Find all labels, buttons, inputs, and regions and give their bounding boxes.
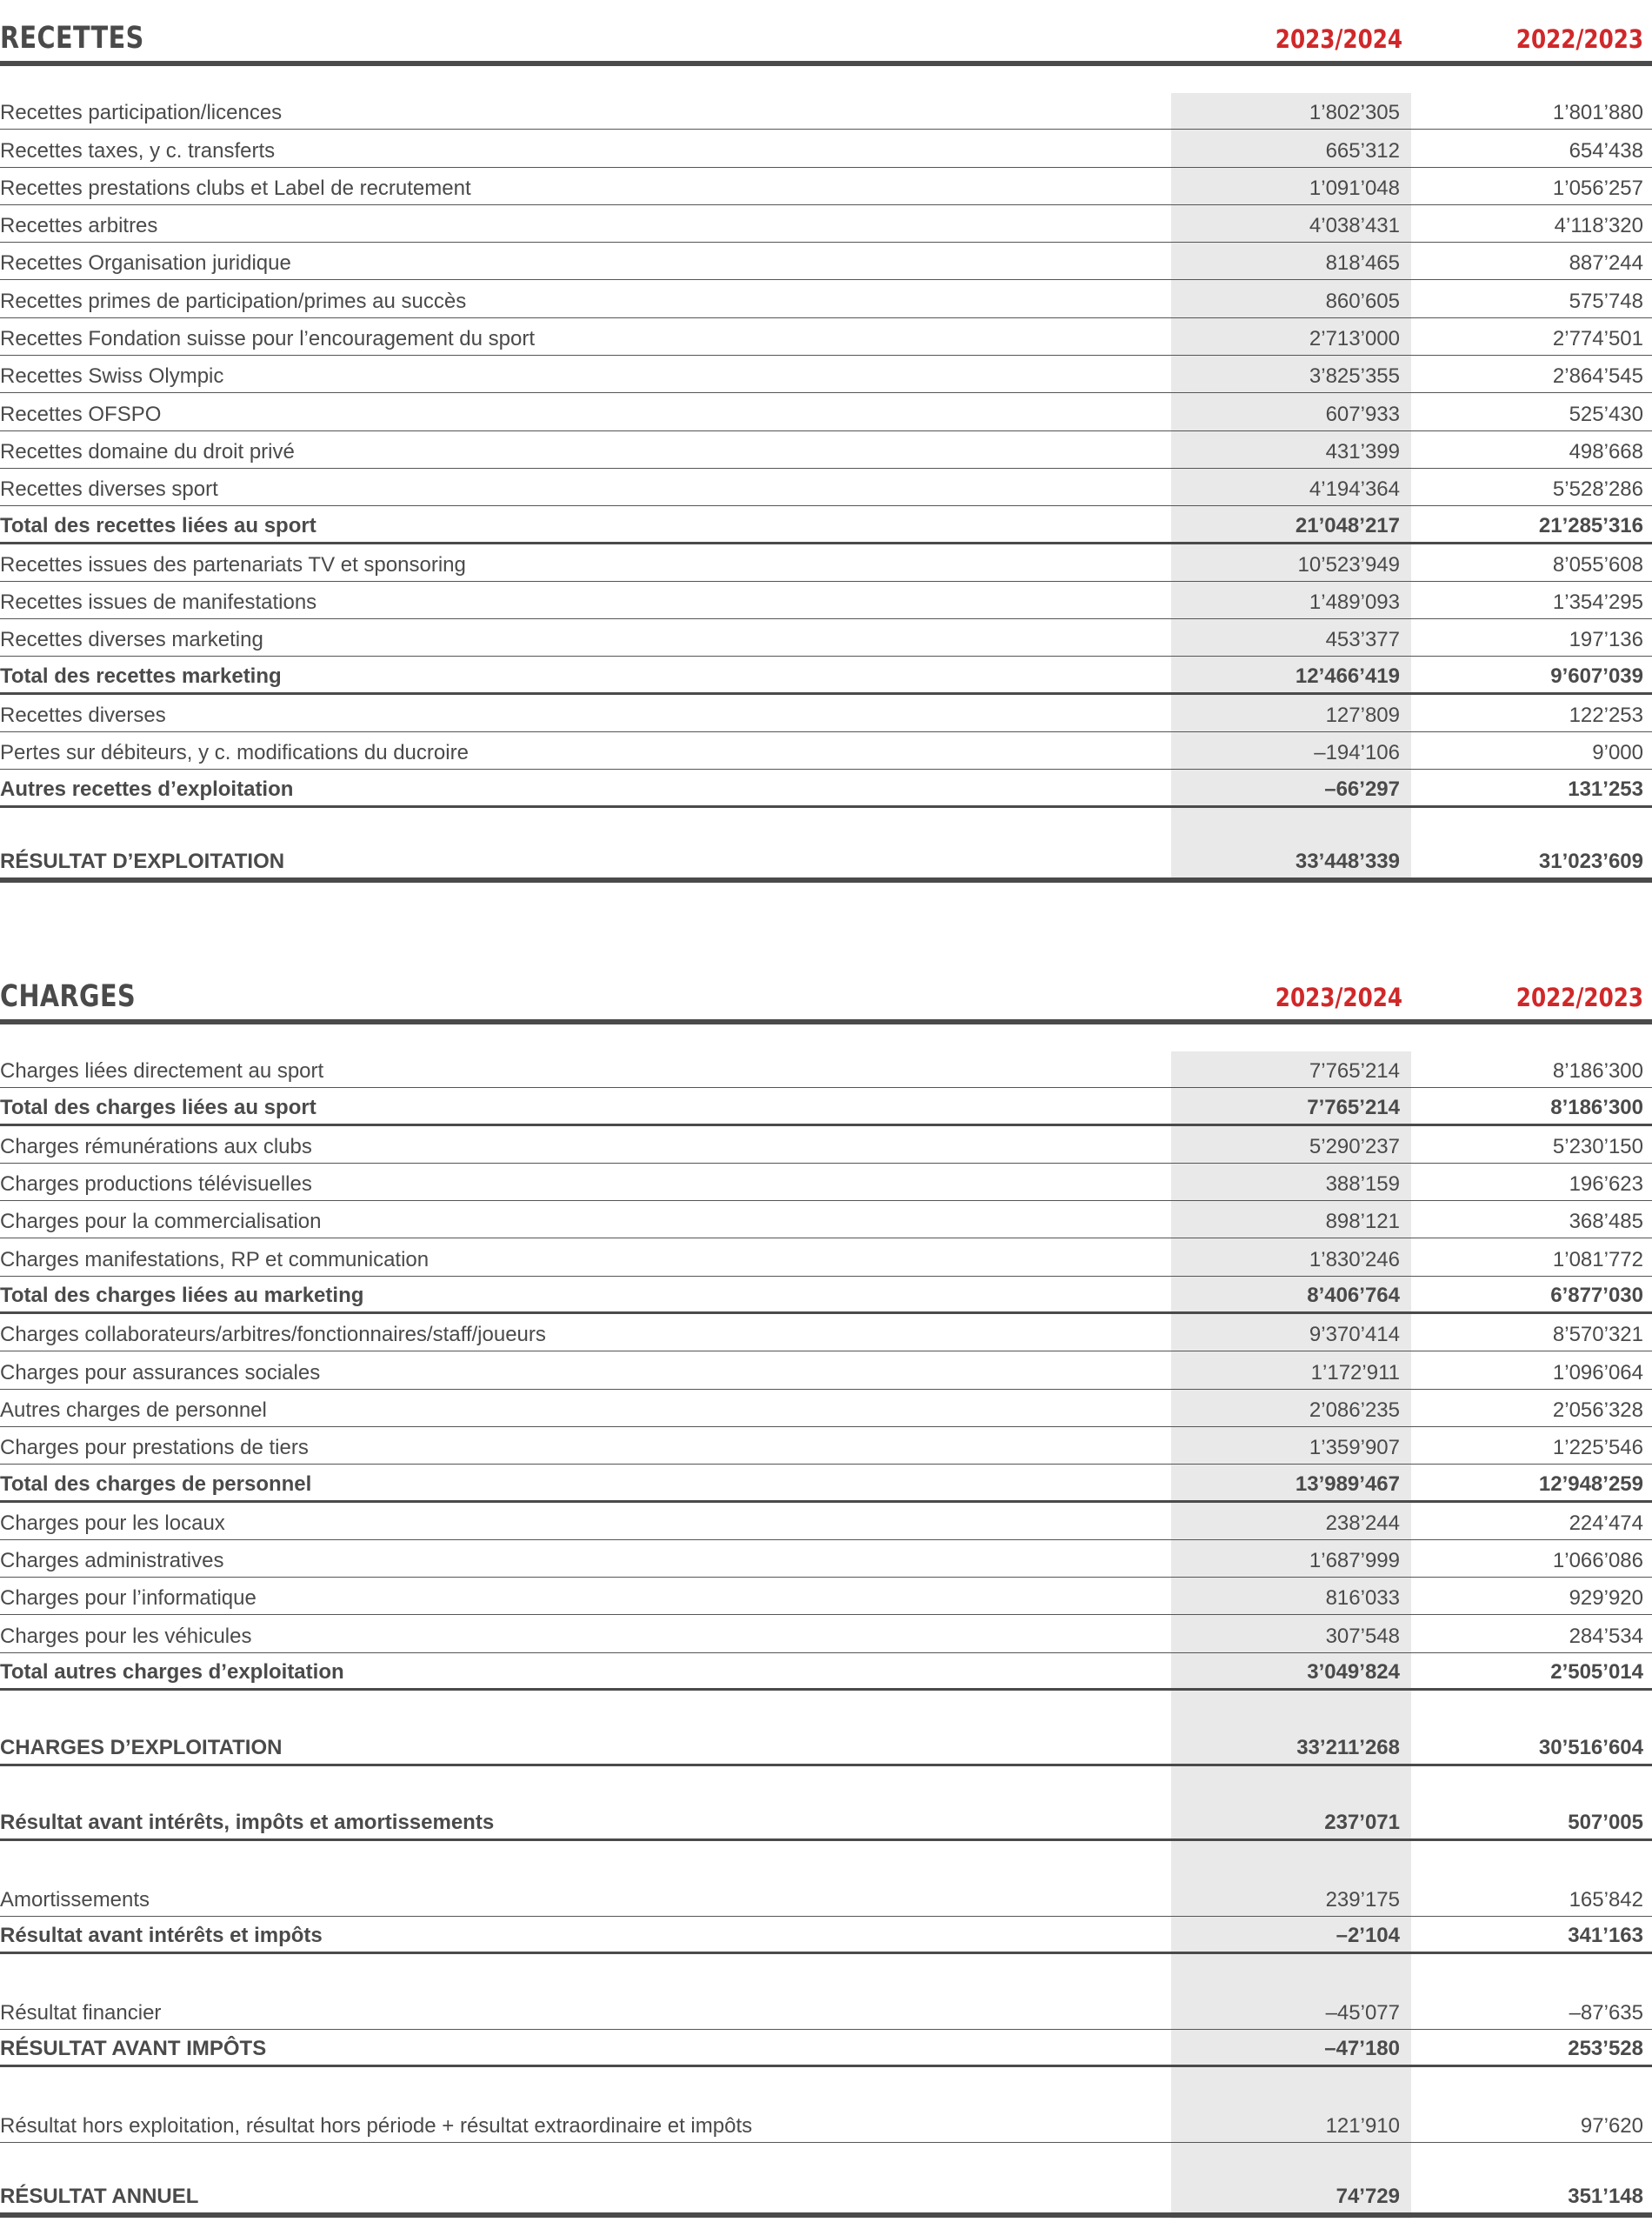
row-value-current: –2’104: [1336, 1924, 1400, 1948]
row-value-previous: 498’668: [1569, 439, 1643, 464]
row-label: Recettes Organisation juridique: [0, 251, 291, 276]
row-label: Pertes sur débiteurs, y c. modifications du ducroire: [0, 741, 469, 765]
table-row: [0, 168, 1652, 205]
row-label: Recettes Fondation suisse pour l’encouragement du sport: [0, 327, 536, 351]
row-value-current: 307’548: [1325, 1624, 1400, 1648]
table-row: [0, 1540, 1652, 1578]
table-row: [0, 1879, 1652, 1917]
row-value-current: 2’086’235: [1309, 1398, 1400, 1422]
row-label: Charges pour assurances sociales: [0, 1360, 321, 1385]
row-value-previous: 6’877’030: [1550, 1284, 1643, 1308]
row-value-current: 4’194’364: [1309, 477, 1400, 502]
row-value-previous: 1’096’064: [1552, 1360, 1643, 1385]
row-value-previous: 31’023’609: [1538, 850, 1643, 874]
row-value-current: 238’244: [1325, 1511, 1400, 1535]
row-value-current: 4’038’431: [1309, 214, 1400, 238]
row-value-previous: 2’774’501: [1552, 327, 1643, 351]
subtotal-row: [0, 1465, 1652, 1502]
row-value-current: 1’687’999: [1309, 1549, 1400, 1573]
row-value-previous: 8’186’300: [1552, 1059, 1643, 1084]
row-value-current: 431’399: [1325, 439, 1400, 464]
row-value-previous: 507’005: [1568, 1811, 1643, 1835]
table-row: [0, 582, 1652, 619]
row-value-previous: 131’253: [1568, 777, 1643, 801]
row-value-previous: 165’842: [1569, 1887, 1643, 1912]
row-label: Total des charges de personnel: [0, 1471, 312, 1496]
row-value-previous: 575’748: [1569, 289, 1643, 313]
row-value-previous: 1’066’086: [1552, 1549, 1643, 1573]
row-label: Charges pour l’informatique: [0, 1586, 256, 1611]
row-value-previous: 2’056’328: [1552, 1398, 1643, 1422]
row-label: Amortissements: [0, 1887, 150, 1912]
row-value-current: 8’406’764: [1307, 1284, 1400, 1308]
table-row: [0, 732, 1652, 770]
spacer: [0, 2067, 1652, 2105]
table-row: [0, 695, 1652, 732]
row-label: Résultat avant intérêts, impôts et amortissements: [0, 1811, 495, 1835]
total-row: [0, 1728, 1652, 1765]
row-value-current: –47’180: [1324, 2037, 1400, 2061]
table-row: [0, 318, 1652, 356]
row-label: Résultat hors exploitation, résultat hors période + résultat extraordinaire et impôts: [0, 2113, 753, 2138]
row-label: Total des recettes marketing: [0, 664, 282, 688]
table-row: [0, 1503, 1652, 1540]
row-value-current: –194’106: [1314, 741, 1400, 765]
table-row: [0, 1051, 1652, 1088]
row-label: Recettes diverses marketing: [0, 628, 263, 652]
row-value-current: –66’297: [1324, 777, 1400, 801]
grand-total-row: [0, 845, 1652, 883]
row-value-previous: 8’055’608: [1552, 552, 1643, 577]
row-value-current: 3’825’355: [1309, 364, 1400, 389]
table-row: [0, 92, 1652, 130]
table-row: [0, 431, 1652, 469]
row-label: Recettes participation/licences: [0, 101, 283, 125]
row-label: Résultat avant intérêts et impôts: [0, 1924, 323, 1948]
recettes-table: [0, 66, 1652, 883]
table-row: [0, 1238, 1652, 1276]
row-value-current: 33’448’339: [1295, 850, 1400, 874]
row-value-previous: 284’534: [1569, 1624, 1643, 1648]
table-row: [0, 1615, 1652, 1652]
row-value-current: –45’077: [1325, 2000, 1400, 2025]
row-value-current: 127’809: [1325, 704, 1400, 728]
row-value-current: 13’989’467: [1295, 1471, 1400, 1496]
row-label: RÉSULTAT AVANT IMPÔTS: [0, 2037, 267, 2061]
row-value-previous: 12’948’259: [1538, 1471, 1643, 1496]
table-row: [0, 1427, 1652, 1465]
row-value-current: 9’370’414: [1309, 1323, 1400, 1347]
subtotal-row: [0, 1088, 1652, 1125]
row-value-previous: 8’570’321: [1552, 1323, 1643, 1347]
total-row: [0, 1917, 1652, 1954]
row-value-previous: 4’118’320: [1554, 214, 1643, 238]
row-label: Charges rémunérations aux clubs: [0, 1134, 312, 1158]
row-label: Recettes primes de participation/primes au succès: [0, 289, 467, 313]
row-value-current: 2’713’000: [1309, 327, 1400, 351]
row-value-current: 665’312: [1325, 138, 1400, 163]
subtotal-row: [0, 1653, 1652, 1691]
row-label: Total des charges liées au sport: [0, 1095, 316, 1119]
row-value-previous: 1’354’295: [1552, 591, 1643, 615]
row-label: Charges pour prestations de tiers: [0, 1436, 309, 1460]
table-row: [0, 130, 1652, 167]
row-value-previous: 887’244: [1569, 251, 1643, 276]
row-label: Recettes OFSPO: [0, 402, 162, 426]
row-label: CHARGES D’EXPLOITATION: [0, 1735, 283, 1759]
row-label: Charges productions télévisuelles: [0, 1172, 312, 1197]
table-row: [0, 1351, 1652, 1389]
charges-year-previous: 2022/2023: [1515, 983, 1643, 1012]
row-label: Charges manifestations, RP et communication: [0, 1247, 430, 1271]
row-value-current: 3’049’824: [1307, 1660, 1400, 1685]
row-value-current: 7’765’214: [1309, 1059, 1400, 1084]
table-row: [0, 356, 1652, 393]
row-label: Autres recettes d’exploitation: [0, 777, 294, 801]
grand-total-row: [0, 2180, 1652, 2218]
row-value-previous: 122’253: [1569, 704, 1643, 728]
row-value-current: 21’048’217: [1295, 513, 1400, 537]
row-value-current: 898’121: [1325, 1210, 1400, 1234]
row-label: Recettes Swiss Olympic: [0, 364, 224, 389]
row-value-previous: 1’081’772: [1552, 1247, 1643, 1271]
row-value-current: 237’071: [1324, 1811, 1400, 1835]
table-row: [0, 619, 1652, 657]
row-label: Total autres charges d’exploitation: [0, 1660, 344, 1685]
row-value-current: 818’465: [1325, 251, 1400, 276]
row-value-previous: 341’163: [1568, 1924, 1643, 1948]
table-row: [0, 205, 1652, 243]
total-row: [0, 1804, 1652, 1841]
table-row: [0, 1992, 1652, 2029]
row-value-previous: 97’620: [1580, 2113, 1643, 2138]
table-row: [0, 1578, 1652, 1615]
table-row: [0, 393, 1652, 430]
row-value-previous: 1’801’880: [1552, 101, 1643, 125]
spacer: [0, 808, 1652, 845]
row-value-current: 74’729: [1336, 2185, 1400, 2209]
row-value-current: 453’377: [1325, 628, 1400, 652]
row-value-previous: 253’528: [1568, 2037, 1643, 2061]
subtotal-row: [0, 770, 1652, 807]
row-value-current: 607’933: [1325, 402, 1400, 426]
table-row: [0, 1201, 1652, 1238]
row-label: Recettes issues des partenariats TV et sponsoring: [0, 552, 466, 577]
table-row: [0, 1390, 1652, 1427]
row-label: Recettes arbitres: [0, 214, 158, 238]
row-value-current: 7’765’214: [1307, 1095, 1400, 1119]
row-label: Résultat financier: [0, 2000, 162, 2025]
subtotal-row: [0, 657, 1652, 694]
row-value-previous: 654’438: [1569, 138, 1643, 163]
table-row: [0, 1164, 1652, 1201]
spacer: [0, 1766, 1652, 1804]
recettes-section: [0, 0, 1652, 883]
row-value-previous: 9’000: [1592, 741, 1643, 765]
charges-year-current: 2023/2024: [1275, 983, 1402, 1012]
row-value-previous: 197’136: [1569, 628, 1643, 652]
row-value-current: 1’802’305: [1309, 101, 1400, 125]
table-row: [0, 1314, 1652, 1351]
row-value-previous: 9’607’039: [1550, 664, 1643, 688]
row-label: RÉSULTAT ANNUEL: [0, 2185, 199, 2209]
recettes-title: RECETTES: [0, 21, 144, 56]
row-label: Recettes diverses: [0, 704, 166, 728]
subtotal-row: [0, 506, 1652, 544]
row-value-current: 1’091’048: [1309, 176, 1400, 200]
row-value-previous: 196’623: [1569, 1172, 1643, 1197]
row-label: Charges administratives: [0, 1549, 224, 1573]
row-value-current: 1’489’093: [1309, 591, 1400, 615]
row-label: Total des charges liées au marketing: [0, 1284, 364, 1308]
row-value-current: 816’033: [1325, 1586, 1400, 1611]
spacer: [0, 2143, 1652, 2180]
table-row: [0, 469, 1652, 506]
spacer: [0, 1954, 1652, 1992]
row-value-current: 33’211’268: [1296, 1735, 1400, 1759]
row-value-previous: 929’920: [1569, 1586, 1643, 1611]
row-value-previous: 525’430: [1569, 402, 1643, 426]
row-value-previous: 368’485: [1569, 1210, 1643, 1234]
row-value-current: 860’605: [1325, 289, 1400, 313]
row-value-previous: 30’516’604: [1538, 1735, 1643, 1759]
row-value-previous: 5’230’150: [1552, 1134, 1643, 1158]
row-value-previous: 5’528’286: [1552, 477, 1643, 502]
recettes-header: [0, 0, 1652, 61]
row-label: Recettes taxes, y c. transferts: [0, 138, 276, 163]
row-label: Recettes prestations clubs et Label de recrutement: [0, 176, 471, 200]
row-label: Recettes domaine du droit privé: [0, 439, 295, 464]
row-label: Charges liées directement au sport: [0, 1059, 324, 1084]
charges-section: [0, 958, 1652, 2218]
recettes-year-current: 2023/2024: [1275, 24, 1402, 54]
row-value-current: 1’172’911: [1310, 1360, 1400, 1385]
row-value-previous: –87’635: [1569, 2000, 1643, 2025]
row-value-current: 1’359’907: [1309, 1436, 1400, 1460]
spacer: [0, 1841, 1652, 1878]
table-row: [0, 1126, 1652, 1164]
row-value-current: 121’910: [1325, 2113, 1400, 2138]
row-value-previous: 1’225’546: [1552, 1436, 1643, 1460]
row-value-current: 5’290’237: [1309, 1134, 1400, 1158]
row-value-current: 388’159: [1325, 1172, 1400, 1197]
row-value-previous: 2’864’545: [1552, 364, 1643, 389]
table-row: [0, 243, 1652, 280]
row-label: Total des recettes liées au sport: [0, 513, 316, 537]
row-label: Recettes diverses sport: [0, 477, 218, 502]
row-label: Charges collaborateurs/arbitres/fonctionnaires/staff/joueurs: [0, 1323, 546, 1347]
table-row: [0, 280, 1652, 317]
row-value-current: 1’830’246: [1309, 1247, 1400, 1271]
row-value-current: 10’523’949: [1297, 552, 1400, 577]
row-value-previous: 21’285’316: [1538, 513, 1643, 537]
table-row: [0, 2105, 1652, 2142]
spacer: [0, 1691, 1652, 1728]
charges-header: [0, 958, 1652, 1019]
row-label: Recettes issues de manifestations: [0, 591, 317, 615]
total-row: [0, 2030, 1652, 2067]
row-value-current: 12’466’419: [1295, 664, 1400, 688]
charges-title: CHARGES: [0, 979, 137, 1014]
row-label: Charges pour la commercialisation: [0, 1210, 322, 1234]
row-value-previous: 8’186’300: [1550, 1095, 1643, 1119]
row-value-previous: 351’148: [1568, 2185, 1643, 2209]
row-label: Charges pour les véhicules: [0, 1624, 252, 1648]
row-value-previous: 2’505’014: [1550, 1660, 1643, 1685]
row-value-previous: 224’474: [1569, 1511, 1643, 1535]
row-value-current: 239’175: [1325, 1887, 1400, 1912]
recettes-year-previous: 2022/2023: [1515, 24, 1643, 54]
row-label: RÉSULTAT D’EXPLOITATION: [0, 850, 285, 874]
row-value-previous: 1’056’257: [1552, 176, 1643, 200]
row-label: Charges pour les locaux: [0, 1511, 225, 1535]
charges-table: [0, 1024, 1652, 2218]
row-label: Autres charges de personnel: [0, 1398, 267, 1422]
subtotal-row: [0, 1277, 1652, 1314]
table-row: [0, 544, 1652, 582]
